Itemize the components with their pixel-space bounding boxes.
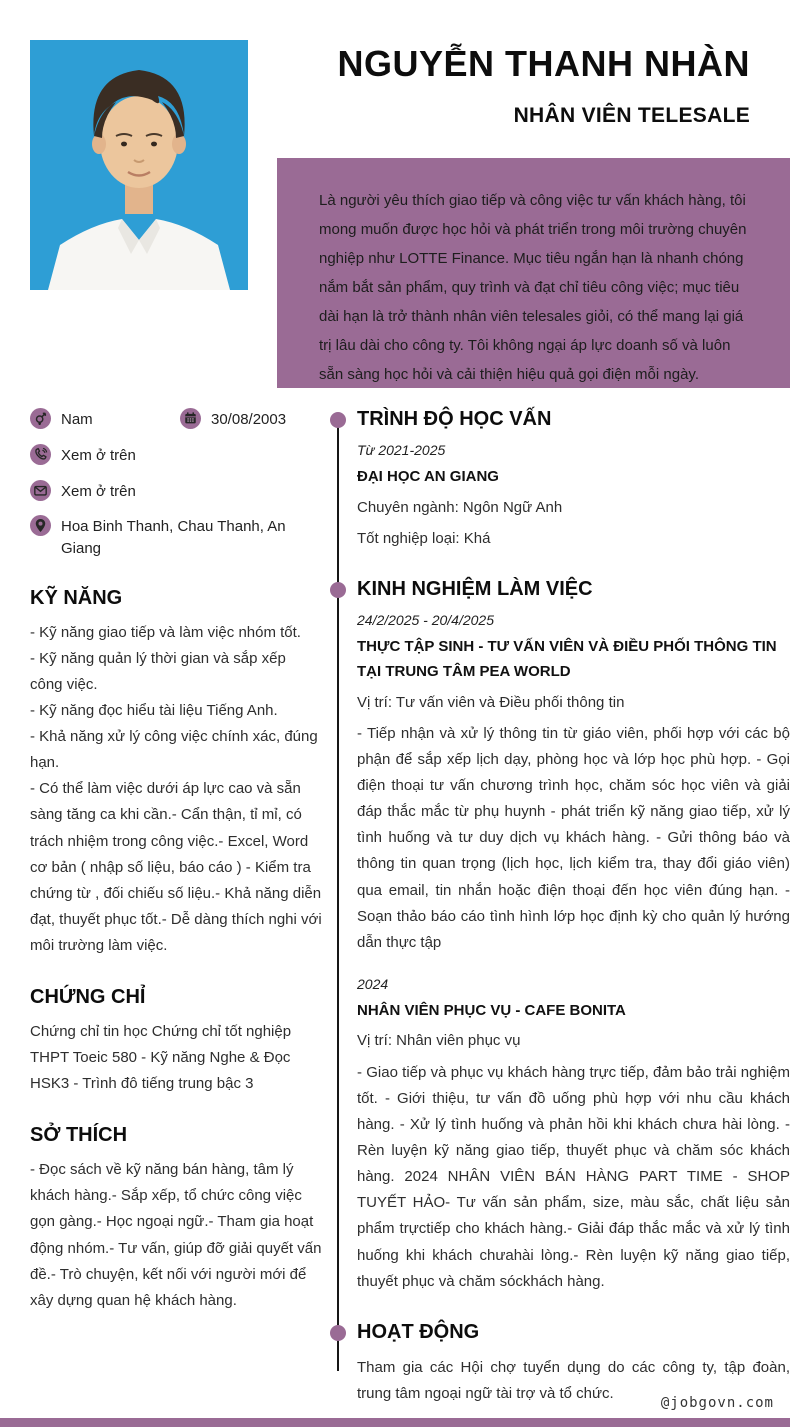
contact-row-gender-dob xyxy=(30,408,322,431)
bottom-accent-bar xyxy=(0,1418,790,1427)
left-column xyxy=(30,408,322,1314)
certificates-text: Chứng chỉ tin học Chứng chỉ tốt nghiệp THPT Toeic 580 - Kỹ năng Nghe & Đọc HSK3 - Trình đô tiếng trung bậc 3 xyxy=(30,1022,292,1093)
birthday-item xyxy=(180,408,286,431)
experience-description: - Giao tiếp và phục vụ khách hàng trực tiếp, đảm bảo trải nghiệm tốt. - Giới thiệu, tư vấn đồ uống phù hợp với nhu cầu khách hàng. - Xử lý tình huống và phản hồi khi khách chưa hài lòng. - Rèn luyện kỹ năng giao tiếp, thuyết phục và chăm sóc khách hàng. 2024 NHÂN VIÊN BÁN HÀNG PART TIME - SHOP TUYẾT HẢO- Tư vấn sản phẩm, size, màu sắc, chất liệu sản phẩm trựctiếp cho khách hàng.- Giải đáp thắc mắc và xử lý tình huống khi khách chưahài lòng.- Rèn luyện kỹ năng giao tiếp, thuyết phục và chăm sóckhách hàng. xyxy=(357,1063,790,1290)
section-education xyxy=(357,408,790,552)
section-activities xyxy=(357,1321,790,1407)
section-certificates xyxy=(30,986,322,1097)
education-school: ĐẠI HỌC AN GIANG xyxy=(357,468,499,485)
email-value: Xem ở trên xyxy=(61,482,136,500)
experience-job-title: THỰC TẬP SINH - TƯ VẤN VIÊN VÀ ĐIỀU PHỐI THÔNG TIN TẠI TRUNG TÂM PEA WORLD xyxy=(357,637,777,680)
section-hobbies xyxy=(30,1124,322,1314)
gender-value: Nam xyxy=(61,411,93,428)
hobbies-text: - Đọc sách về kỹ năng bán hàng, tâm lý khách hàng.- Sắp xếp, tổ chức công việc gọn gàng.- Học ngoại ngữ.- Tham gia hoạt động nhóm.- Tư vấn, giúp đỡ giải quyết vấn đề.- Trò chuyện, kết nối với người mới để xây dựng quan hệ khách hàng. xyxy=(30,1161,322,1309)
experience-position: Vị trí: Nhân viên phục vụ xyxy=(357,1032,521,1050)
contact-row-phone xyxy=(30,444,322,467)
skills-heading: KỸ NĂNG xyxy=(30,586,123,609)
experience-position: Vị trí: Tư vấn viên và Điều phối thông tin xyxy=(357,693,625,711)
contact-info xyxy=(30,408,322,560)
skill-item: - Kỹ năng quản lý thời gian và sắp xếp công việc. xyxy=(30,649,286,693)
section-experience xyxy=(357,578,790,1295)
section-skills xyxy=(30,587,322,959)
mail-icon xyxy=(30,480,51,501)
birthday-value: 30/08/2003 xyxy=(211,411,287,428)
contact-row-email xyxy=(30,480,322,503)
phone-icon xyxy=(30,444,51,465)
education-grade: Tốt nghiệp loại: Khá xyxy=(357,530,491,547)
education-heading: TRÌNH ĐỘ HỌC VẤN xyxy=(357,408,790,431)
activities-heading: HOẠT ĐỘNG xyxy=(357,1321,790,1344)
experience-job-title: NHÂN VIÊN PHỤC VỤ - CAFE BONITA xyxy=(357,1001,626,1019)
summary-box xyxy=(277,158,790,388)
skill-item: - Khả năng xử lý công việc chính xác, đúng hạn. xyxy=(30,728,318,772)
portrait-illustration xyxy=(30,40,248,290)
contact-row-address xyxy=(30,515,322,560)
profile-photo xyxy=(30,40,248,290)
experience-description: - Tiếp nhận và xử lý thông tin từ giáo viên, phối hợp với các bộ phận để sắp xếp lịch dạy, phòng học và lớp học phù hợp. - Gọi điện thoại tư vấn chương trình học, chăm sóc học viên và giải đáp thắc mắc từ phụ huynh - phát triển kỹ năng giao tiếp, xử lý tình huống và tư duy dịch vụ khách hàng. - Gửi thông báo và thông tin quan trọng (lịch học, lịch kiểm tra, thay đổi giáo viên) qua email, tin nhắn hoặc điện thoại đến học viên đúng hạn. - Soạn thảo báo cáo tình hình lớp học định kỳ cho quản lý hướng dẫn thực tập xyxy=(357,725,790,951)
right-content xyxy=(357,408,790,1407)
experience-period: 2024 xyxy=(357,975,389,992)
education-period: Từ 2021-2025 xyxy=(357,442,446,458)
activities-text: Tham gia các Hội chợ tuyển dụng do các công ty, tập đoàn, trung tâm ngoại ngữ tài trợ và tổ chức. xyxy=(357,1358,790,1402)
certificates-heading: CHỨNG CHỈ xyxy=(30,985,146,1008)
skill-item: - Kỹ năng giao tiếp và làm việc nhóm tốt. xyxy=(30,623,301,641)
summary-text: Là người yêu thích giao tiếp và công việc tư vấn khách hàng, tôi mong muốn được học hỏi và phát triển trong môi trường chuyên nghiệp như LOTTE Finance. Mục tiêu ngắn hạn là nhanh chóng nắm bắt sản phẩm, quy trình và đạt chỉ tiêu công việc; mục tiêu dài hạn là trở thành nhân viên telesales giỏi, có thể mang lại giá trị lâu dài cho công ty. Tôi không ngại áp lực doanh số và luôn sẵn sàng học hỏi và cải thiện hiệu quả gọi điện mỗi ngày. xyxy=(319,192,747,383)
right-column xyxy=(330,408,790,1427)
candidate-name: NGUYỄN THANH NHÀN xyxy=(337,43,750,84)
timeline-line xyxy=(337,421,339,1371)
address-value: Hoa Binh Thanh, Chau Thanh, An Giang xyxy=(61,518,286,557)
experience-entry xyxy=(357,612,790,956)
experience-entry xyxy=(357,976,790,1295)
candidate-job-title: NHÂN VIÊN TELESALE xyxy=(513,103,750,127)
location-pin-icon xyxy=(30,515,51,536)
phone-value: Xem ở trên xyxy=(61,446,136,464)
header-titles xyxy=(280,44,750,128)
experience-heading: KINH NGHIỆM LÀM VIỆC xyxy=(357,578,790,601)
gender-item xyxy=(30,408,170,431)
education-major: Chuyên ngành: Ngôn Ngữ Anh xyxy=(357,498,563,516)
calendar-icon xyxy=(180,408,201,429)
skill-item: - Kỹ năng đọc hiểu tài liệu Tiếng Anh. xyxy=(30,702,278,720)
skill-item: - Có thể làm việc dưới áp lực cao và sẵn sàng tăng ca khi cần.- Cẩn thận, tỉ mỉ, có trách nhiệm trong công việc.- Excel, Word cơ bản ( nhập số liệu, báo cáo ) - Kiểm tra chứng từ , đối chiếu số liệu.- Khả năng diễn đạt, thuyết phục tốt.- Dễ dàng thích nghi với môi trường làm việc. xyxy=(30,780,322,954)
watermark-text: @jobgovn.com xyxy=(660,1395,774,1411)
gender-icon xyxy=(30,408,51,429)
experience-period: 24/2/2025 - 20/4/2025 xyxy=(357,611,495,628)
hobbies-heading: SỞ THÍCH xyxy=(30,1124,128,1147)
